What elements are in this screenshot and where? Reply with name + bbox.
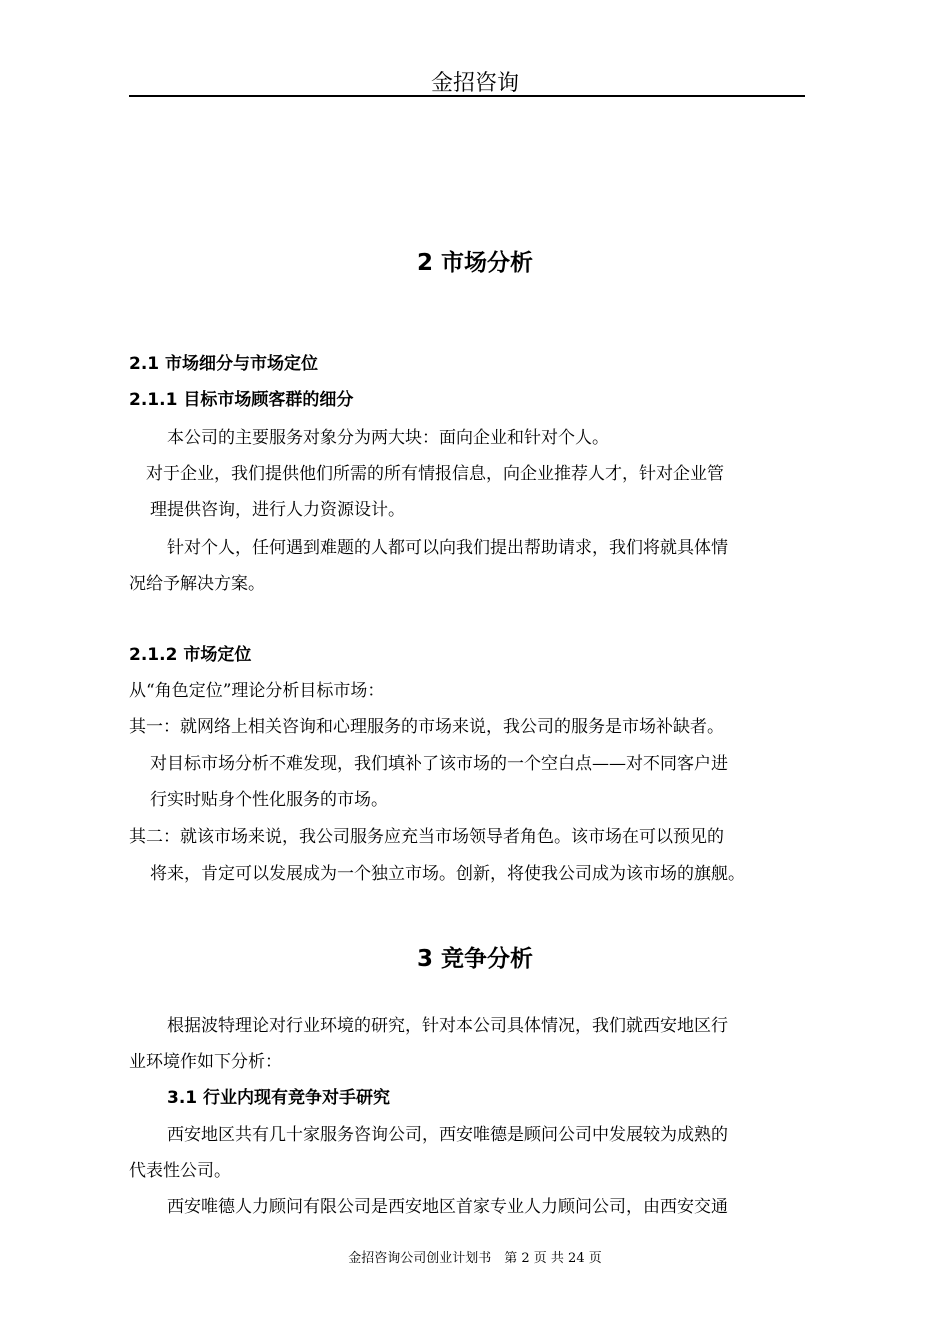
header-divider: [129, 95, 805, 97]
page-footer: 金招咨询公司创业计划书 第 2 页 共 24 页: [348, 1251, 602, 1266]
section-2-1-1-heading: 2.1.1 目标市场顾客群的细分: [129, 390, 354, 410]
paragraph-line: 况给予解决方案。: [129, 574, 265, 594]
paragraph-line: 其二：就该市场来说，我公司服务应充当市场领导者角色。该市场在可以预见的: [129, 827, 724, 847]
paragraph-line: 业环境作如下分析：: [129, 1052, 282, 1072]
chapter-2-title: 2 市场分析: [416, 250, 533, 276]
section-3-1-heading: 3.1 行业内现有竞争对手研究: [167, 1088, 391, 1108]
paragraph-line: 西安地区共有几十家服务咨询公司，西安唯德是顾问公司中发展较为成熟的: [167, 1125, 728, 1145]
paragraph-line: 根据波特理论对行业环境的研究，针对本公司具体情况，我们就西安地区行: [167, 1016, 728, 1036]
paragraph-line: 针对个人，任何遇到难题的人都可以向我们提出帮助请求，我们将就具体情: [167, 538, 728, 558]
chapter-3-title: 3 竞争分析: [416, 946, 533, 972]
section-2-1-2-heading: 2.1.2 市场定位: [129, 645, 252, 665]
paragraph-line: 西安唯德人力顾问有限公司是西安地区首家专业人力顾问公司，由西安交通: [167, 1197, 728, 1217]
section-2-1-heading: 2.1 市场细分与市场定位: [129, 354, 319, 374]
paragraph-line: 对于企业，我们提供他们所需的所有情报信息，向企业推荐人才，针对企业管: [146, 464, 724, 484]
paragraph-line: 代表性公司。: [129, 1161, 231, 1181]
page-header-title: 金招咨询: [430, 71, 519, 96]
paragraph-line: 将来，肯定可以发展成为一个独立市场。创新，将使我公司成为该市场的旗舰。: [150, 864, 745, 884]
paragraph-line: 本公司的主要服务对象分为两大块：面向企业和针对个人。: [167, 428, 609, 448]
paragraph-line: 理提供咨询，进行人力资源设计。: [150, 500, 405, 520]
paragraph-line: 其一：就网络上相关咨询和心理服务的市场来说，我公司的服务是市场补缺者。: [129, 717, 724, 737]
paragraph-line: 从“角色定位”理论分析目标市场：: [129, 681, 385, 701]
paragraph-line: 对目标市场分析不难发现，我们填补了该市场的一个空白点——对不同客户进: [150, 754, 728, 774]
paragraph-line: 行实时贴身个性化服务的市场。: [150, 790, 388, 810]
